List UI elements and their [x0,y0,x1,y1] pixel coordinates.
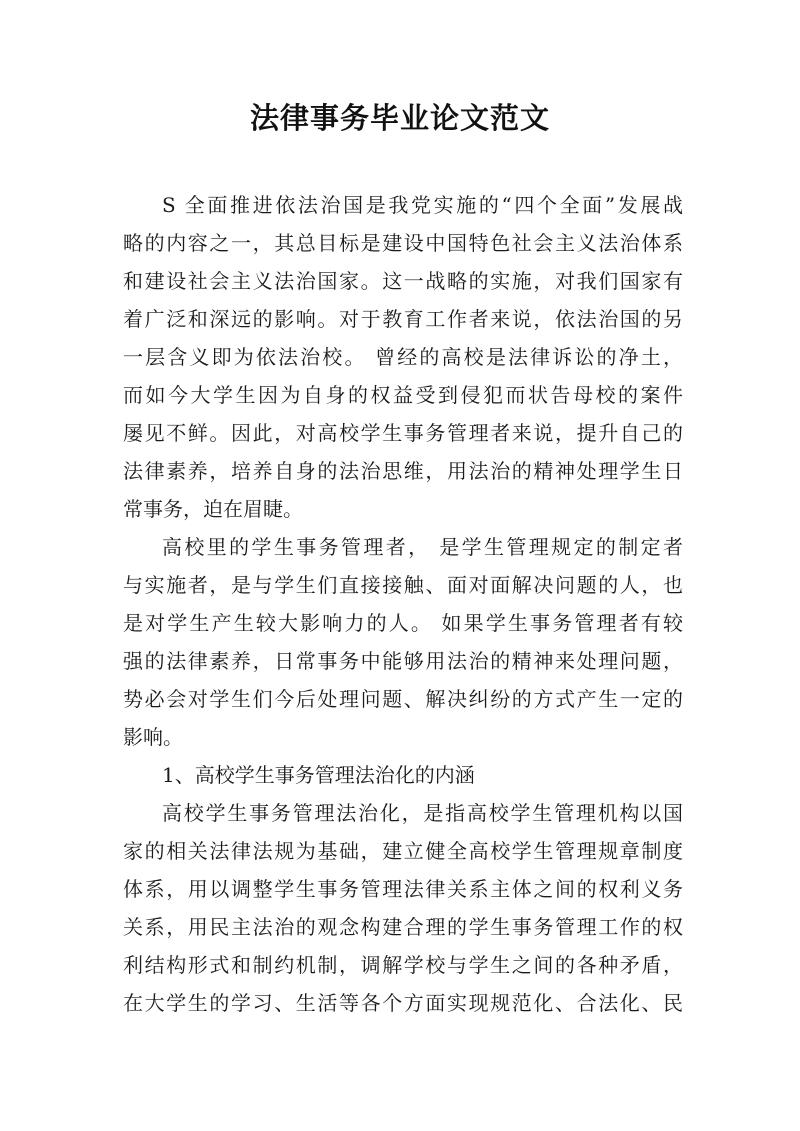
text-line: 高校里的学生事务管理者， 是学生管理规定的制定者 [162,535,683,559]
text-line: 体系，用以调整学生事务管理法律关系主体之间的权利义务 [123,877,683,901]
document-title: 法律事务毕业论文范文 [249,101,550,135]
text-line: 常事务，迫在眉睫。 [123,497,303,521]
section-heading: 1、高校学生事务管理法治化的内涵 [162,763,475,787]
text-line: 高校学生事务管理法治化，是指高校学生管理机构以国 [162,801,683,825]
text-line: 法律素养，培养自身的法治思维，用法治的精神处理学生日 [123,459,683,483]
text-line: 是对学生产生较大影响力的人。 如果学生事务管理者有较 [123,611,683,635]
text-line: 家的相关法律法规为基础，建立健全高校学生管理规章制度 [123,839,683,863]
text-line: 关系，用民主法治的观念构建合理的学生事务管理工作的权 [123,915,683,939]
text-line: 着广泛和深远的影响。对于教育工作者来说，依法治国的另 [123,307,683,331]
text-line: 在大学生的学习、生活等各个方面实现规范化、合法化、民 [123,991,683,1015]
text-line: 和建设社会主义法治国家。这一战略的实施，对我们国家有 [123,269,683,293]
text-line: 影响。 [123,725,183,749]
text-line: 屡见不鲜。因此，对高校学生事务管理者来说，提升自己的 [123,421,683,445]
text-line: 利结构形式和制约机制，调解学校与学生之间的各种矛盾， [123,953,683,977]
text-line: 与实施者，是与学生们直接接触、面对面解决问题的人，也 [123,573,683,597]
text-line: 略的内容之一，其总目标是建设中国特色社会主义法治体系 [123,231,683,255]
text-line: 而如今大学生因为自身的权益受到侵犯而状告母校的案件 [123,383,683,407]
text-line: 强的法律素养，日常事务中能够用法治的精神来处理问题， [123,649,683,673]
text-line: 势必会对学生们今后处理问题、解决纠纷的方式产生一定的 [123,687,683,711]
text-line: S 全面推进依法治国是我党实施的“四个全面”发展战 [162,193,683,217]
text-line: 一层含义即为依法治校。 曾经的高校是法律诉讼的净土， [123,345,683,369]
